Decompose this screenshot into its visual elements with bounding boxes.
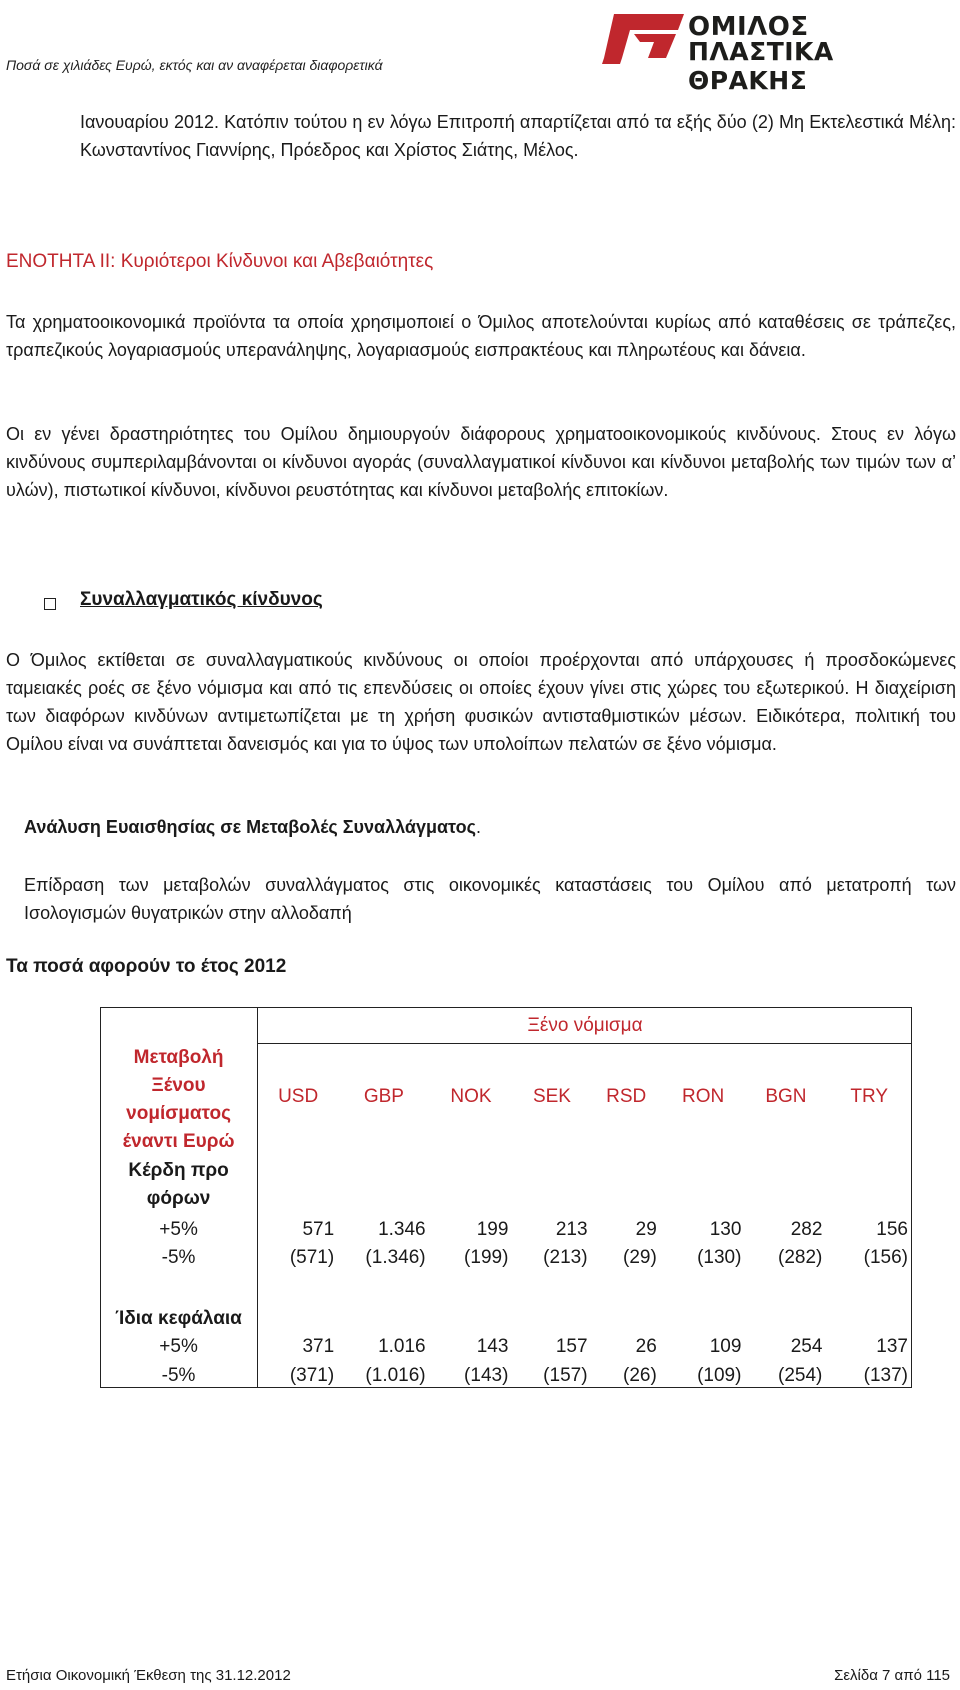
empty-cell bbox=[258, 1269, 912, 1330]
row-label: +5% bbox=[100, 1213, 258, 1241]
table-cell: 143 bbox=[476, 1335, 509, 1357]
row-header-line: Μεταβολή bbox=[133, 1046, 224, 1068]
table-row bbox=[100, 1241, 912, 1269]
table-row bbox=[100, 1269, 912, 1330]
logo-mark-icon bbox=[600, 12, 686, 66]
currency-ron: RON bbox=[682, 1086, 725, 1108]
table-cell: (213) bbox=[543, 1246, 588, 1268]
table-cell: (571) bbox=[289, 1246, 335, 1268]
table-cell: 1.346 bbox=[378, 1218, 426, 1240]
currency-try: TRY bbox=[850, 1086, 889, 1108]
sensitivity-title bbox=[24, 817, 481, 838]
table-cell: (1.346) bbox=[365, 1246, 426, 1268]
equity-label: Ίδια κεφάλαια bbox=[100, 1269, 258, 1330]
footer-page-number: Σελίδα 7 από 115 bbox=[834, 1667, 950, 1684]
table-cell: (26) bbox=[592, 1358, 661, 1388]
fx-sensitivity-table bbox=[100, 1007, 912, 1388]
table-cell: (137) bbox=[826, 1358, 912, 1388]
table-cell: (156) bbox=[863, 1246, 908, 1268]
empty-cell bbox=[258, 1157, 912, 1213]
table-cell: (199) bbox=[464, 1246, 509, 1268]
currency-header: Ξένο νόμισμα bbox=[258, 1008, 912, 1044]
row-label: -5% bbox=[100, 1241, 258, 1269]
table-row bbox=[100, 1358, 912, 1388]
sensitivity-title-period: . bbox=[475, 817, 481, 837]
table-row bbox=[100, 1008, 912, 1044]
checkbox-bullet-icon bbox=[44, 598, 56, 610]
paragraph-committee: Ιανουαρίου 2012. Κατόπιν τούτου η εν λόγω Επιτροπή απαρτίζεται από τα εξής δύο (2) Μη Εκτελεστικά Μέλη: Κωνσταντίνος Γιαννίρης, Πρόεδρος και Χρίστος Σιάτης, Μέλος. bbox=[80, 112, 956, 160]
table-cell: (282) bbox=[778, 1246, 823, 1268]
table-cell: 213 bbox=[555, 1218, 588, 1240]
row-label: -5% bbox=[100, 1358, 258, 1388]
currency-rsd: RSD bbox=[606, 1086, 647, 1108]
profit-label-cell bbox=[100, 1157, 258, 1213]
logo-line2: ΠΛΑΣΤΙΚΑ ΘΡΑΚΗΣ bbox=[688, 37, 834, 95]
table-cell: 199 bbox=[476, 1218, 509, 1240]
table-row bbox=[100, 1213, 912, 1241]
table-cell: 254 bbox=[790, 1335, 823, 1357]
table-cell: (371) bbox=[258, 1358, 339, 1388]
currency-nok: NOK bbox=[450, 1086, 492, 1108]
row-header-line: νομίσματος bbox=[126, 1102, 231, 1124]
table-cell: 109 bbox=[709, 1335, 742, 1357]
logo-line1: ΟΜΙΛΟΣ bbox=[688, 12, 809, 42]
table-cell: 157 bbox=[555, 1335, 588, 1357]
table-cell: (29) bbox=[623, 1246, 657, 1268]
profit-label-line: φόρων bbox=[146, 1187, 211, 1209]
paragraph-fx-effect: Επίδραση των μεταβολών συναλλάγματος στις οικονομικές καταστάσεις του Ομίλου από μετατροπή των Ισολογισμών θυγατρικών στην αλλοδαπή bbox=[24, 875, 956, 923]
row-label: +5% bbox=[100, 1330, 258, 1358]
table-cell: (109) bbox=[661, 1358, 746, 1388]
row-header-line: έναντι Ευρώ bbox=[122, 1130, 235, 1152]
table-cell: (130) bbox=[697, 1246, 742, 1268]
table-cell: 137 bbox=[876, 1335, 908, 1357]
table-corner-cell bbox=[100, 1008, 258, 1044]
profit-label-line: Κέρδη προ bbox=[128, 1159, 229, 1181]
table-cell: 371 bbox=[302, 1335, 335, 1357]
table-cell: (254) bbox=[745, 1358, 826, 1388]
paragraph-financial-products: Τα χρηματοοικονομικά προϊόντα τα οποία χρησιμοποιεί ο Όμιλος αποτελούνται κυρίως από καταθέσεις σε τράπεζες, τραπεζικούς λογαριασμούς υπερανάληψης, λογαριασμούς εισπρακτέους και πληρωτέους και δάνεια. bbox=[6, 312, 956, 360]
table-right-border bbox=[911, 1007, 912, 1387]
footer-report-title: Ετήσια Οικονομική Έκθεση της 31.12.2012 bbox=[6, 1667, 291, 1684]
sensitivity-title-text: Ανάλυση Ευαισθησίας σε Μεταβολές Συναλλάγματος bbox=[24, 817, 476, 837]
table-cell: (157) bbox=[512, 1358, 591, 1388]
amounts-note: Ποσά σε χιλιάδες Ευρώ, εκτός και αν αναφέρεται διαφορετικά bbox=[6, 57, 383, 73]
table-cell: 26 bbox=[635, 1335, 657, 1357]
table-cell: 156 bbox=[876, 1218, 908, 1240]
table-cell: (1.016) bbox=[338, 1358, 429, 1388]
table-cell: (143) bbox=[430, 1358, 513, 1388]
paragraph-fx-risk: Ο Όμιλος εκτίθεται σε συναλλαγματικούς κινδύνους οι οποίοι προέρχονται από υπάρχουσες ή προσδοκώμενες ταμειακές ροές σε ξένο νόμισμα και από τις επενδύσεις οι οποίες έχουν γίνει στις χώρες του εξωτερικού. Η διαχείριση των διαφόρων κινδύνων αντιμετωπίζεται με τη χρήση φυσικών αντισταθμιστικών μέσων. Ειδικότερα, πολιτική του Ομίλου είναι να συνάπτεται δανεισμός και για το ύψος των υπολοίπων πελατών σε ξένο νόμισμα. bbox=[6, 650, 956, 754]
table-row bbox=[100, 1330, 912, 1358]
table-row bbox=[100, 1157, 912, 1213]
table-cell: 571 bbox=[302, 1218, 335, 1240]
table-top-border bbox=[100, 1007, 912, 1008]
fx-risk-title: Συναλλαγματικός κίνδυνος bbox=[80, 589, 323, 610]
currency-gbp: GBP bbox=[363, 1086, 404, 1108]
currency-sek: SEK bbox=[532, 1086, 571, 1108]
company-logo bbox=[600, 12, 950, 95]
table-cell: 1.016 bbox=[378, 1335, 426, 1357]
paragraph-risks: Οι εν γένει δραστηριότητες του Ομίλου δημιουργούν διάφορους χρηματοοικονομικούς κινδύνους. Στους εν λόγω κινδύνους συμπεριλαμβάνονται οι κίνδυνοι αγοράς (συναλλαγματικοί κίνδυνοι και κίνδυνοι μεταβολής των τιμών των α’ υλών), πιστωτικοί κίνδυνοι, κίνδυνοι ρευστότητας και κίνδυνοι μεταβολής επιτοκίων. bbox=[6, 424, 956, 500]
section-title: ΕΝΟΤΗΤΑ ΙΙ: Κυριότεροι Κίνδυνοι και Αβεβαιότητες bbox=[6, 251, 434, 272]
row-header-cell bbox=[100, 1044, 258, 1157]
currency-usd: USD bbox=[278, 1086, 319, 1108]
table-cell: 282 bbox=[790, 1218, 823, 1240]
year-title: Τα ποσά αφορούν το έτος 2012 bbox=[6, 956, 287, 977]
table-cell: 130 bbox=[709, 1218, 742, 1240]
row-header-line: Ξένου bbox=[151, 1074, 206, 1096]
table-left-border bbox=[100, 1007, 101, 1387]
currency-bgn: BGN bbox=[765, 1086, 807, 1108]
table-cell: 29 bbox=[635, 1218, 657, 1240]
table-row bbox=[100, 1044, 912, 1157]
